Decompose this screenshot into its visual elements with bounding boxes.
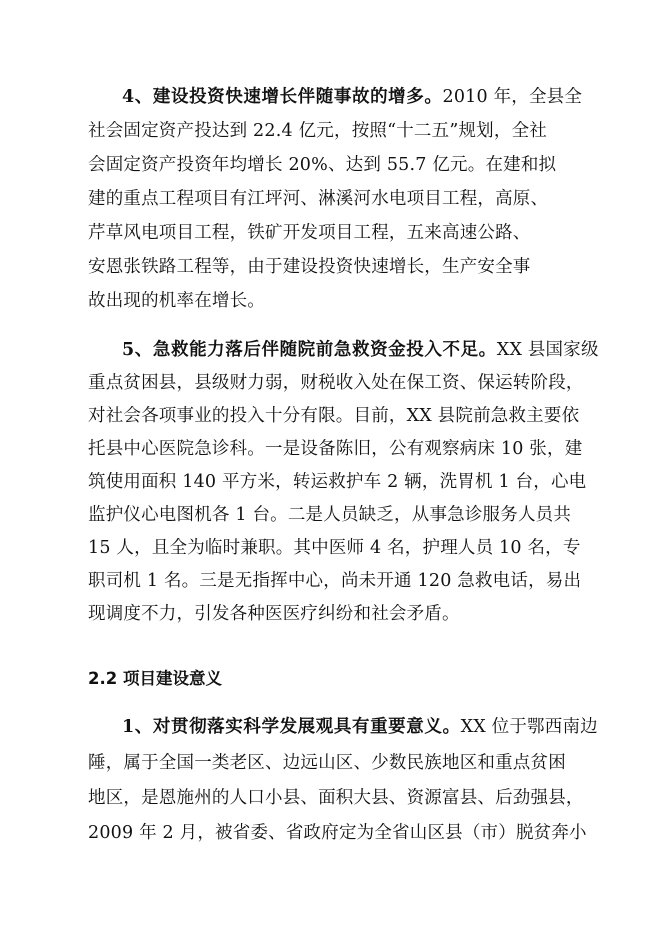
section-4-line-5: 芹草风电项目工程，铁矿开发项目工程，五来高速公路、 xyxy=(88,223,531,243)
section-4-line-7: 故出现的机率在增长。 xyxy=(88,291,265,311)
section-1-line-1 xyxy=(122,716,598,738)
section-4-line-1 xyxy=(122,86,582,108)
section-1-lead: 1、对贯彻落实科学发展观具有重要意义。 xyxy=(122,717,461,737)
section-4-lead: 4、建设投资快速增长伴随事故的增多。 xyxy=(122,87,443,107)
section-5-line-9: 现调度不力，引发各种医医疗纠纷和社会矛盾。 xyxy=(88,604,460,624)
section-4-line-3: 会固定资产投资年均增长 20%、达到 55.7 亿元。在建和拟 xyxy=(88,155,557,175)
section-4-line-4: 建的重点工程项目有江坪河、淋溪河水电项目工程，高原、 xyxy=(88,189,549,209)
section-4-line-2: 社会固定资产投达到 22.4 亿元，按照“十二五”规划，全社 xyxy=(88,121,547,141)
section-5-line-6: 监护仪心电图机各 1 台。二是人员缺乏，从事急诊服务人员共 xyxy=(88,505,572,525)
section-1-line-2: 陲，属于全国一类老区、边远山区、少数民族地区和重点贫困 xyxy=(88,753,566,773)
section-5-lead: 5、急救能力落后伴随院前急救资金投入不足。 xyxy=(122,340,497,360)
section-5-line-2: 重点贫困县，县级财力弱，财税收入处在保工资、保运转阶段， xyxy=(88,373,584,393)
section-5-line-1 xyxy=(122,339,599,361)
section-5-line-8: 职司机 1 名。三是无指挥中心，尚未开通 120 急救电话，易出 xyxy=(88,571,582,591)
section-5-line-5: 筑使用面积 140 平方米，转运救护车 2 辆，洗胃机 1 台，心电 xyxy=(88,472,587,492)
section-5-line-4: 托县中心医院急诊科。一是设备陈旧，公有观察病床 10 张，建 xyxy=(88,439,583,459)
section-1-line-3: 地区，是恩施州的人口小县、面积大县、资源富县、后劲强县， xyxy=(88,788,584,808)
section-5-line-3: 对社会各项事业的投入十分有限。目前，XX 县院前急救主要依 xyxy=(88,406,580,426)
section-1-line-4: 2009 年 2 月，被省委、省政府定为全省山区县（市）脱贫奔小 xyxy=(88,823,587,843)
section-1-line-1-text: XX 位于鄂西南边 xyxy=(460,717,598,737)
section-heading-2-2: 2.2 项目建设意义 xyxy=(88,669,222,688)
section-5-line-7: 15 人，且全为临时兼职。其中医师 4 名，护理人员 10 名，专 xyxy=(88,538,581,558)
section-4-line-6: 安恩张铁路工程等，由于建设投资快速增长，生产安全事 xyxy=(88,257,531,277)
section-5-line-1-text: XX 县国家级 xyxy=(496,340,599,360)
section-4-line-1-text: 2010 年，全县全 xyxy=(442,87,583,107)
